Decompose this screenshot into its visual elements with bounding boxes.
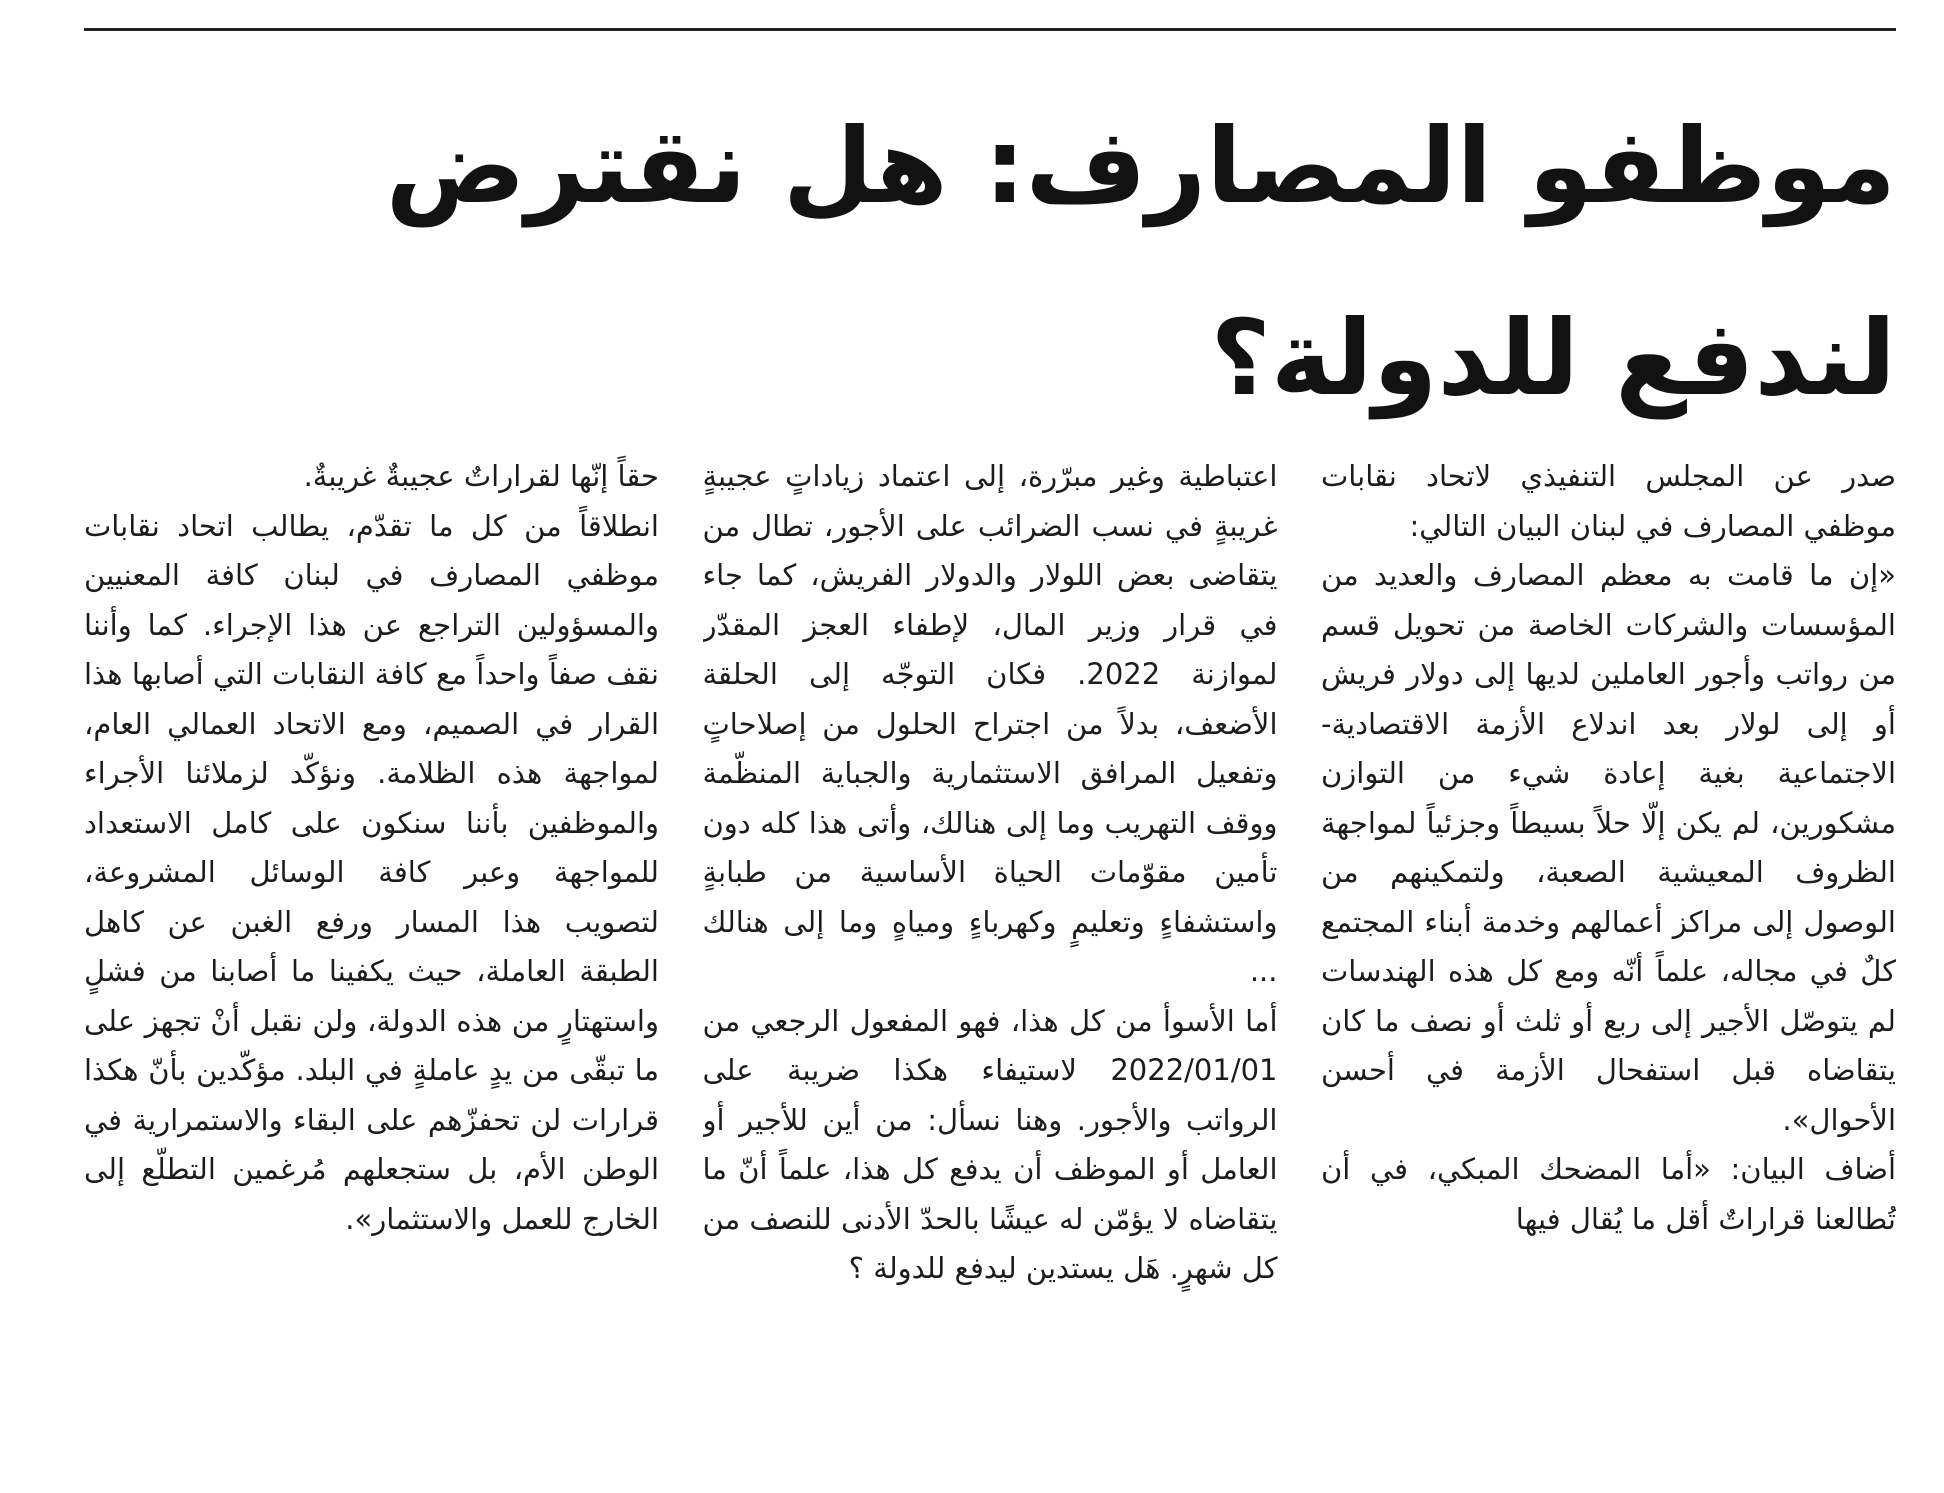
column-3-paragraph: حقاً إنّها لقراراتٌ عجيبةٌ غريبةٌ. <box>303 459 659 493</box>
column-1-paragraph: أضاف البيان: «أما المضحك المبكي، في أن تُطالعنا قراراتٌ أقل ما يُقال فيها <box>1321 1152 1896 1236</box>
column-3-paragraph: انطلاقاً من كل ما تقدّم، يطالب اتحاد نقابات موظفي المصارف في لبنان كافة المعنيين والمسؤولين التراجع عن هذا الإجراء. كما وأننا نقف صفاً واحداً مع كافة النقابات التي أصابها هذا القرار في الصميم، ومع الاتحاد العمالي العام، لمواجهة هذه الظلامة. ونؤكّد لزملائنا الأجراء والموظفين بأننا سنكون على كامل الاستعداد للمواجهة وعبر كافة الوسائل المشروعة، لتصويب هذا المسار ورفع الغبن عن كاهل الطبقة العاملة، حيث يكفينا ما أصابنا من فشلٍ واستهتارٍ من هذه الدولة، ولن نقبل أنْ تجهز على ما تبقّى من يدٍ عاملةٍ في البلد. مؤكّدين بأنّ هكذا قرارات لن تحفزّهم على البقاء والاستمرارية في الوطن الأم، بل ستجعلهم مُرغمين التطلّع إلى الخارج للعمل والاستثمار». <box>84 508 659 1236</box>
column-2-paragraph: اعتباطية وغير مبرّرة، إلى اعتماد زياداتٍ عجيبةٍ غريبةٍ في نسب الضرائب على الأجور، تطال من يتقاضى بعض اللولار والدولار الفريش، كما جاء في قرار وزير المال، لإطفاء العجز المقدّر لموازنة 2022. فكان التوجّه إلى الحلقة الأضعف، بدلاً من اجتراح الحلول من إصلاحاتٍ وتفعيل المرافق الاستثمارية والجباية المنظّمة ووقف التهريب وما إلى هنالك، وأتى هذا كله دون تأمين مقوّمات الحياة الأساسية من طبابةٍ واستشفاءٍ وتعليمٍ وكهرباءٍ ومياهٍ وما إلى هنالك ... <box>702 459 1278 988</box>
article-column-2 <box>703 452 1278 1462</box>
column-2-paragraph: أما الأسوأ من كل هذا، فهو المفعول الرجعي من 2022/01/01 لاستيفاء هكذا ضريبة على الرواتب والأجور. وهنا نسأل: من أين للأجير أو العامل أو الموظف أن يدفع كل هذا، علماً أنّ ما يتقاضاه لا يؤمّن له عيشًا بالحدّ الأدنى للنصف من كل شهرٍ. هَل يستدين ليدفع للدولة ؟ <box>702 1003 1278 1285</box>
article-body <box>84 452 1896 1462</box>
article-column-3 <box>84 452 659 1462</box>
top-divider <box>84 28 1896 31</box>
article-column-1 <box>1321 452 1896 1462</box>
article-headline: موظفو المصارف: هل نقترض لندفع للدولة؟ <box>385 105 1896 419</box>
column-1-paragraph: صدر عن المجلس التنفيذي لاتحاد نقابات موظفي المصارف في لبنان البيان التالي: <box>1321 459 1896 543</box>
column-1-paragraph: «إن ما قامت به معظم المصارف والعديد من المؤسسات والشركات الخاصة من تحويل قسم من رواتب وأجور العاملين لديها إلى دولار فريش أو إلى لولار بعد اندلاع الأزمة الاقتصادية-الاجتماعية بغية إعادة شيء من التوازن مشكورين، لم يكن إلّا حلاً بسيطاً وجزئياً لمواجهة الظروف المعيشية الصعبة، ولتمكينهم من الوصول إلى مراكز أعمالهم وخدمة أبناء المجتمع كلٌ في مجاله، علماً أنّه ومع كل هذه الهندسات لم يتوصّل الأجير إلى ربع أو ثلث أو نصف ما كان يتقاضاه قبل استفحال الأزمة في أحسن الأحوال». <box>1321 558 1896 1137</box>
